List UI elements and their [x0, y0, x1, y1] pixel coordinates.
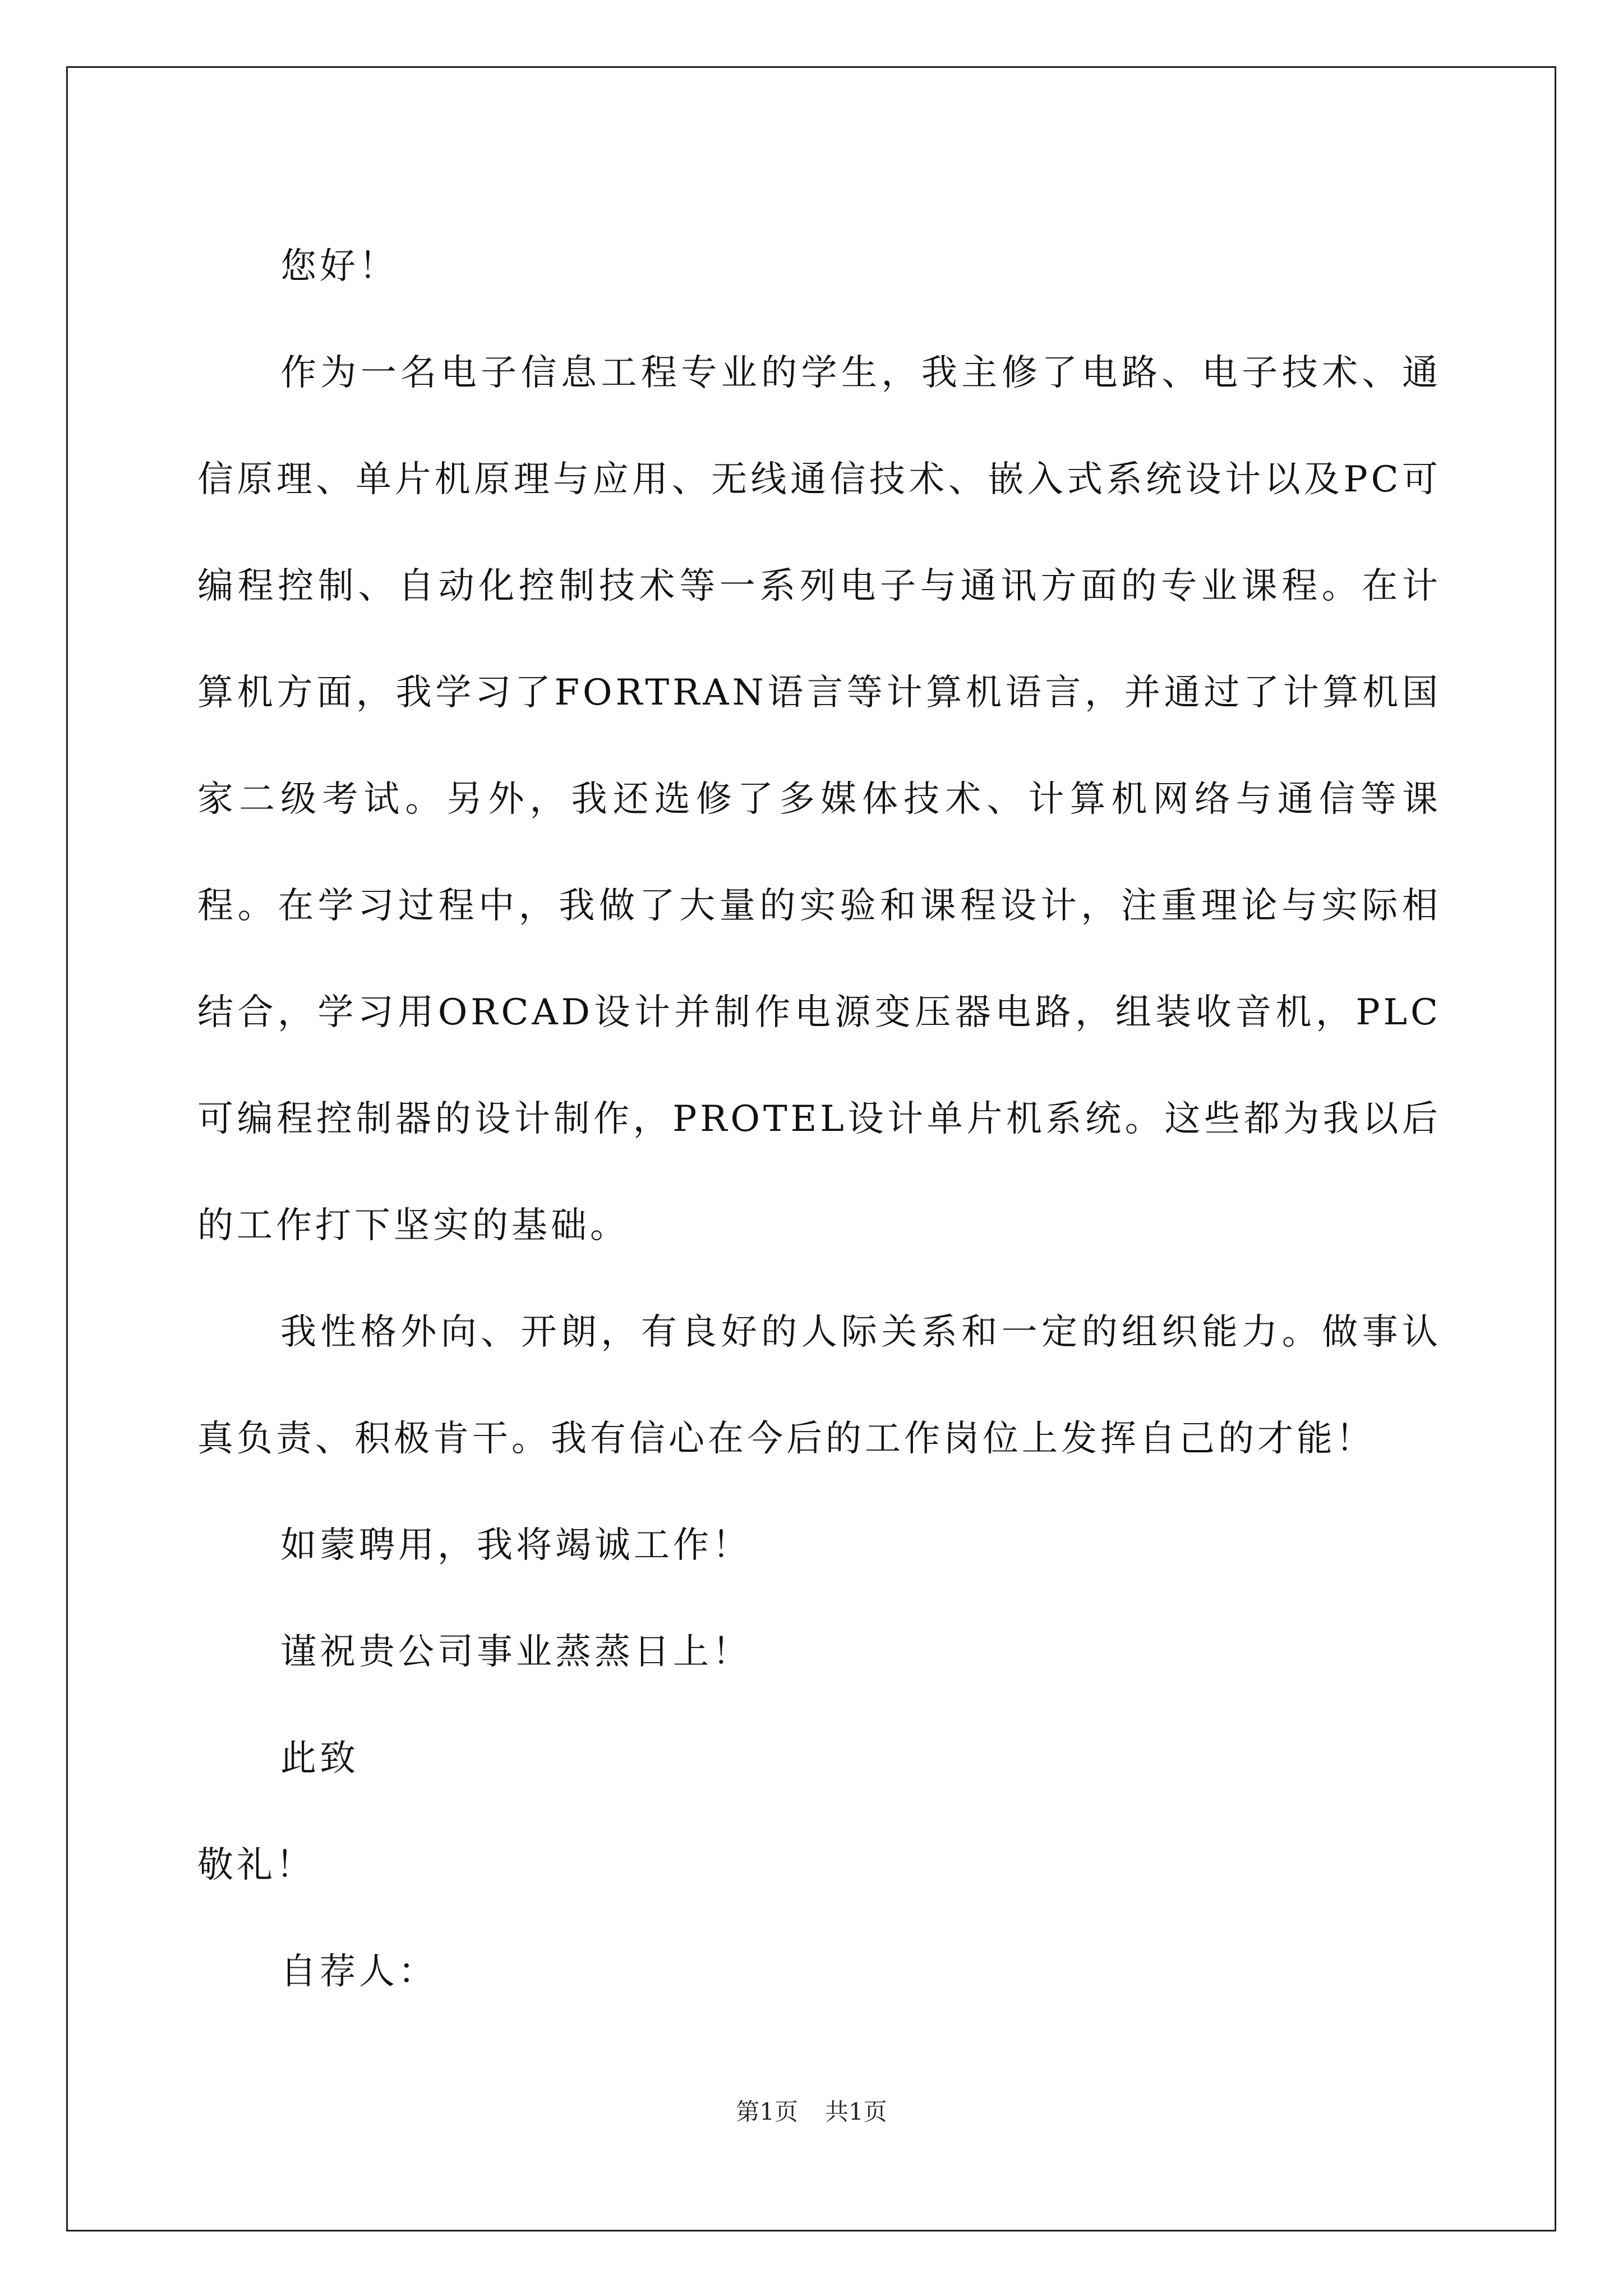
signature: 自荐人：	[280, 1951, 437, 1993]
paragraph-wishes: 谨祝贵公司事业蒸蒸日上！	[280, 1631, 751, 1673]
paragraph-education: 作为一名电子信息工程专业的学生，我主修了电路、电子技术、通信原理、单片机原理与应用、无线通信技术、嵌入式系统设计以及PC可编程控制、自动化控制技术等一系列电子与通讯方面的专业课程。在计算机方面，我学习了FORTRAN语言等计算机语言，并通过了计算机国家二级考试。另外，我还选修了多媒体技术、计算机网络与通信等课程。在学习过程中，我做了大量的实验和课程设计，注重理论与实际相结合，学习用ORCAD设计并制作电源变压器电路，组装收音机，PLC可编程控制器的设计制作，PROTEL设计单片机系统。这些都为我以后的工作打下坚实的基础。	[197, 352, 1441, 1246]
greeting: 您好！	[280, 246, 398, 287]
letter-body	[197, 213, 1441, 2025]
page-number: 第1页	[736, 2098, 798, 2125]
page-total: 共1页	[825, 2098, 887, 2125]
closing: 此致	[280, 1738, 359, 1779]
salute: 敬礼！	[197, 1844, 315, 1886]
page-footer	[0, 2095, 1623, 2129]
paragraph-hire-request: 如蒙聘用，我将竭诚工作！	[280, 1525, 751, 1566]
paragraph-personality: 我性格外向、开朗，有良好的人际关系和一定的组织能力。做事认真负责、积极肯干。我有信心在今后的工作岗位上发挥自己的才能！	[197, 1312, 1441, 1460]
